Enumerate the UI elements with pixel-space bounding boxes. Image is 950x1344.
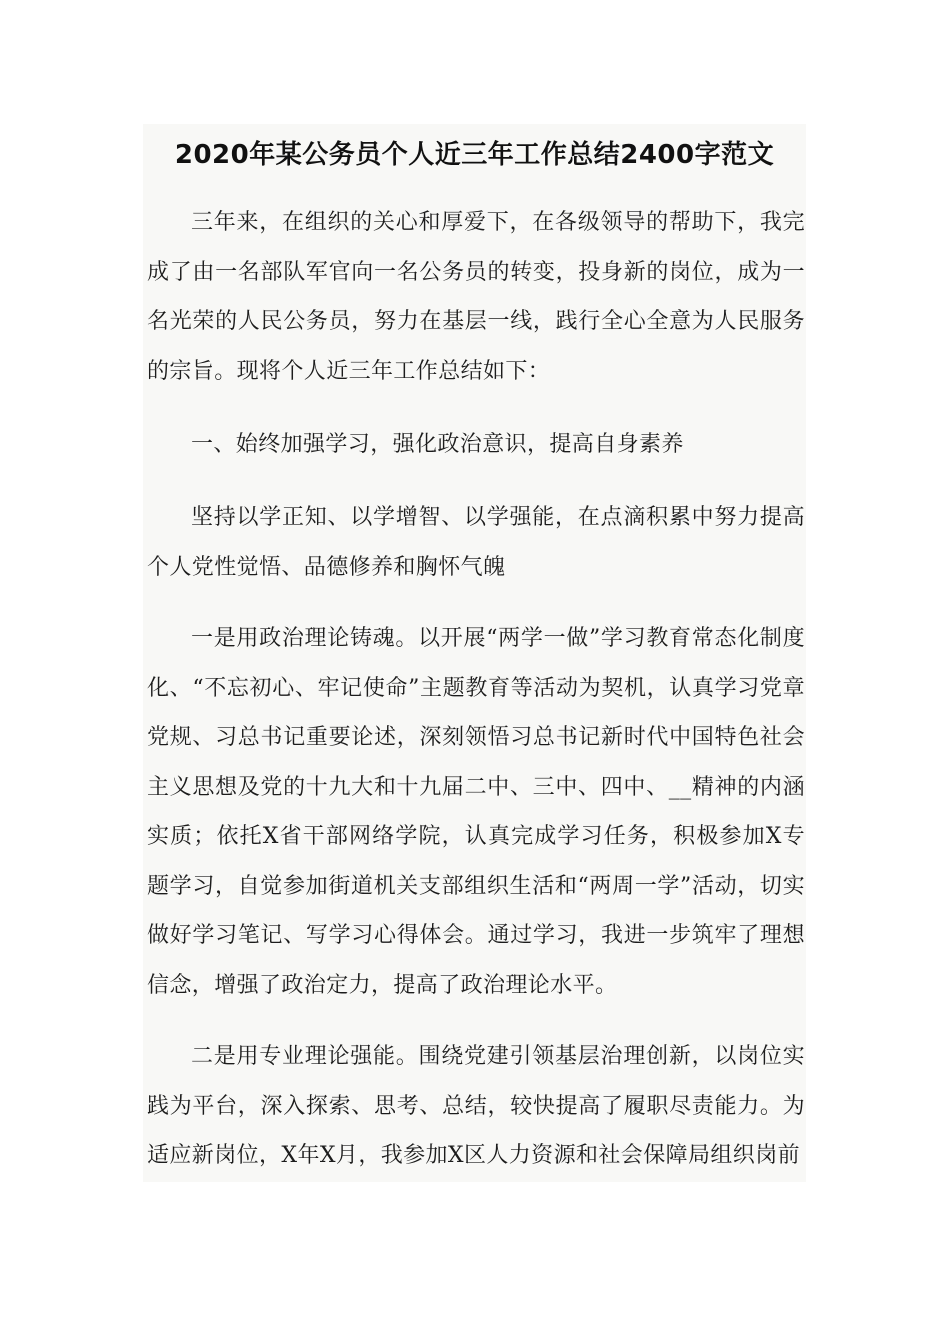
paragraph-intro: 三年来，在组织的关心和厚爱下，在各级领导的帮助下，我完成了由一名部队军官向一名公务员的转变，投身新的岗位，成为一名光荣的人民公务员，努力在基层一线，践行全心全意为人民服务的宗旨。现将个人近三年工作总结如下： <box>147 210 805 384</box>
paragraph-political-theory: 一是用政治理论铸魂。以开展“两学一做”学习教育常态化制度化、“不忘初心、牢记使命”主题教育等活动为契机，认真学习党章党规、习总书记重要论述，深刻领悟习总书记新时代中国特色社会主义思想及党的十九大和十九届二中、三中、四中、__精神的内涵实质；依托X省干部网络学院，认真完成学习任务，积极参加X专题学习，自觉参加街道机关支部组织生活和“两周一学”活动，切实做好学习笔记、写学习心得体会。通过学习，我进一步筑牢了理想信念，增强了政治定力，提高了政治理论水平。 <box>147 626 805 998</box>
document-page <box>143 124 806 1182</box>
section-heading: 一、始终加强学习，强化政治意识，提高自身素养 <box>191 432 684 457</box>
paragraph-professional-theory: 二是用专业理论强能。围绕党建引领基层治理创新，以岗位实践为平台，深入探索、思考、总结，较快提高了履职尽责能力。为适应新岗位，X年X月，我参加X区人力资源和社会保障局组织岗前 <box>147 1044 805 1168</box>
document-title: 2020年某公务员个人近三年工作总结2400字范文 <box>174 140 775 170</box>
paragraph-section-summary: 坚持以学正知、以学增智、以学强能，在点滴积累中努力提高个人党性觉悟、品德修养和胸怀气魄 <box>147 505 805 580</box>
